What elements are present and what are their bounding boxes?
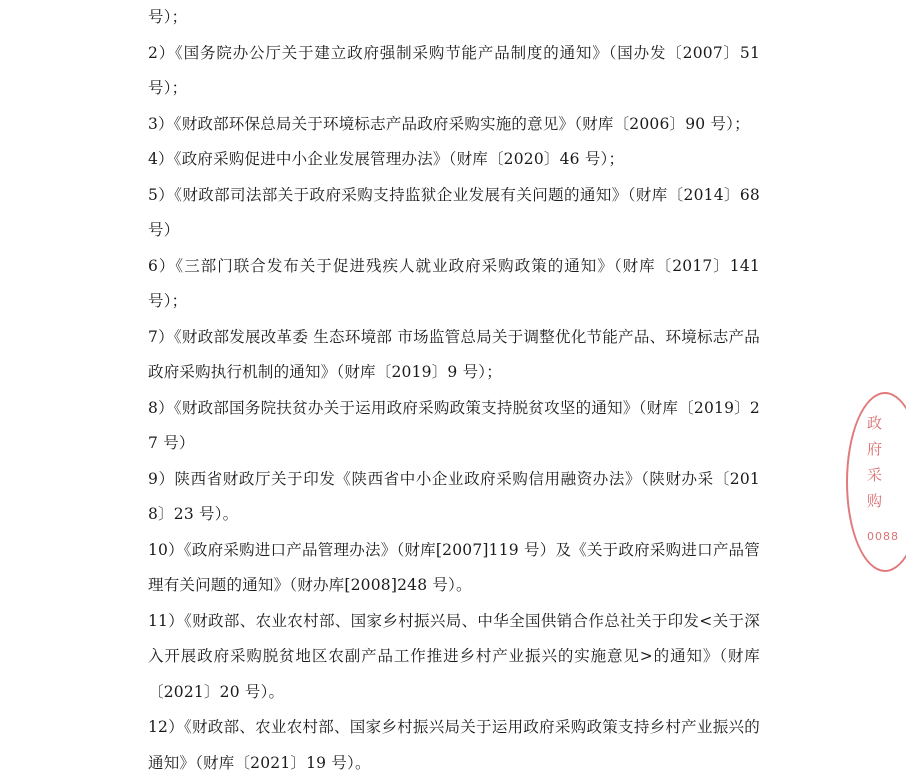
- paragraph: 号）；: [148, 8, 188, 26]
- paragraph: 3）《财政部环保总局关于环境标志产品政府采购实施的意见》（财库〔2006〕90 号）；: [148, 114, 750, 133]
- paragraph: 10）《政府采购进口产品管理办法》（财库[2007]119 号）及《关于政府采购进口产品管理有关问题的通知》（财办库[2008]248 号）。: [148, 540, 760, 594]
- paragraph: 12）《财政部、农业农村部、国家乡村振兴局关于运用政府采购政策支持乡村产业振兴的通知》（财库〔2021〕19 号）。: [148, 718, 760, 772]
- seal-text: 政府采购: [866, 414, 883, 510]
- paragraph: 9）陕西省财政厅关于印发《陕西省中小企业政府采购信用融资办法》（陕财办采〔2018〕23 号）。: [148, 469, 760, 523]
- seal-outline: [846, 392, 906, 572]
- official-seal-stamp: [846, 392, 906, 572]
- paragraph: 6）《三部门联合发布关于促进残疾人就业政府采购政策的通知》（财库〔2017〕141 号）；: [148, 256, 766, 310]
- paragraph: 8）《财政部国务院扶贫办关于运用政府采购政策支持脱贫攻坚的通知》（财库〔2019〕27 号）: [148, 398, 760, 452]
- paragraph: 4）《政府采购促进中小企业发展管理办法》（财库〔2020〕46 号）；: [148, 150, 625, 168]
- document-text-body: [148, 0, 766, 781]
- seal-code: 0088: [867, 530, 899, 543]
- paragraph: 5）《财政部司法部关于政府采购支持监狱企业发展有关问题的通知》（财库〔2014〕68 号）: [148, 185, 766, 239]
- paragraph: 11）《财政部、农业农村部、国家乡村振兴局、中华全国供销合作总社关于印发<关于深入开展政府采购脱贫地区农副产品工作推进乡村产业振兴的实施意见>的通知》（财库〔2021〕20 号）。: [148, 611, 760, 701]
- paragraph: 2）《国务院办公厅关于建立政府强制采购节能产品制度的通知》（国办发〔2007〕51 号）；: [148, 43, 766, 97]
- paragraph: 7）《财政部发展改革委 生态环境部 市场监管总局关于调整优化节能产品、环境标志产品政府采购执行机制的通知》（财库〔2019〕9 号）；: [148, 327, 760, 381]
